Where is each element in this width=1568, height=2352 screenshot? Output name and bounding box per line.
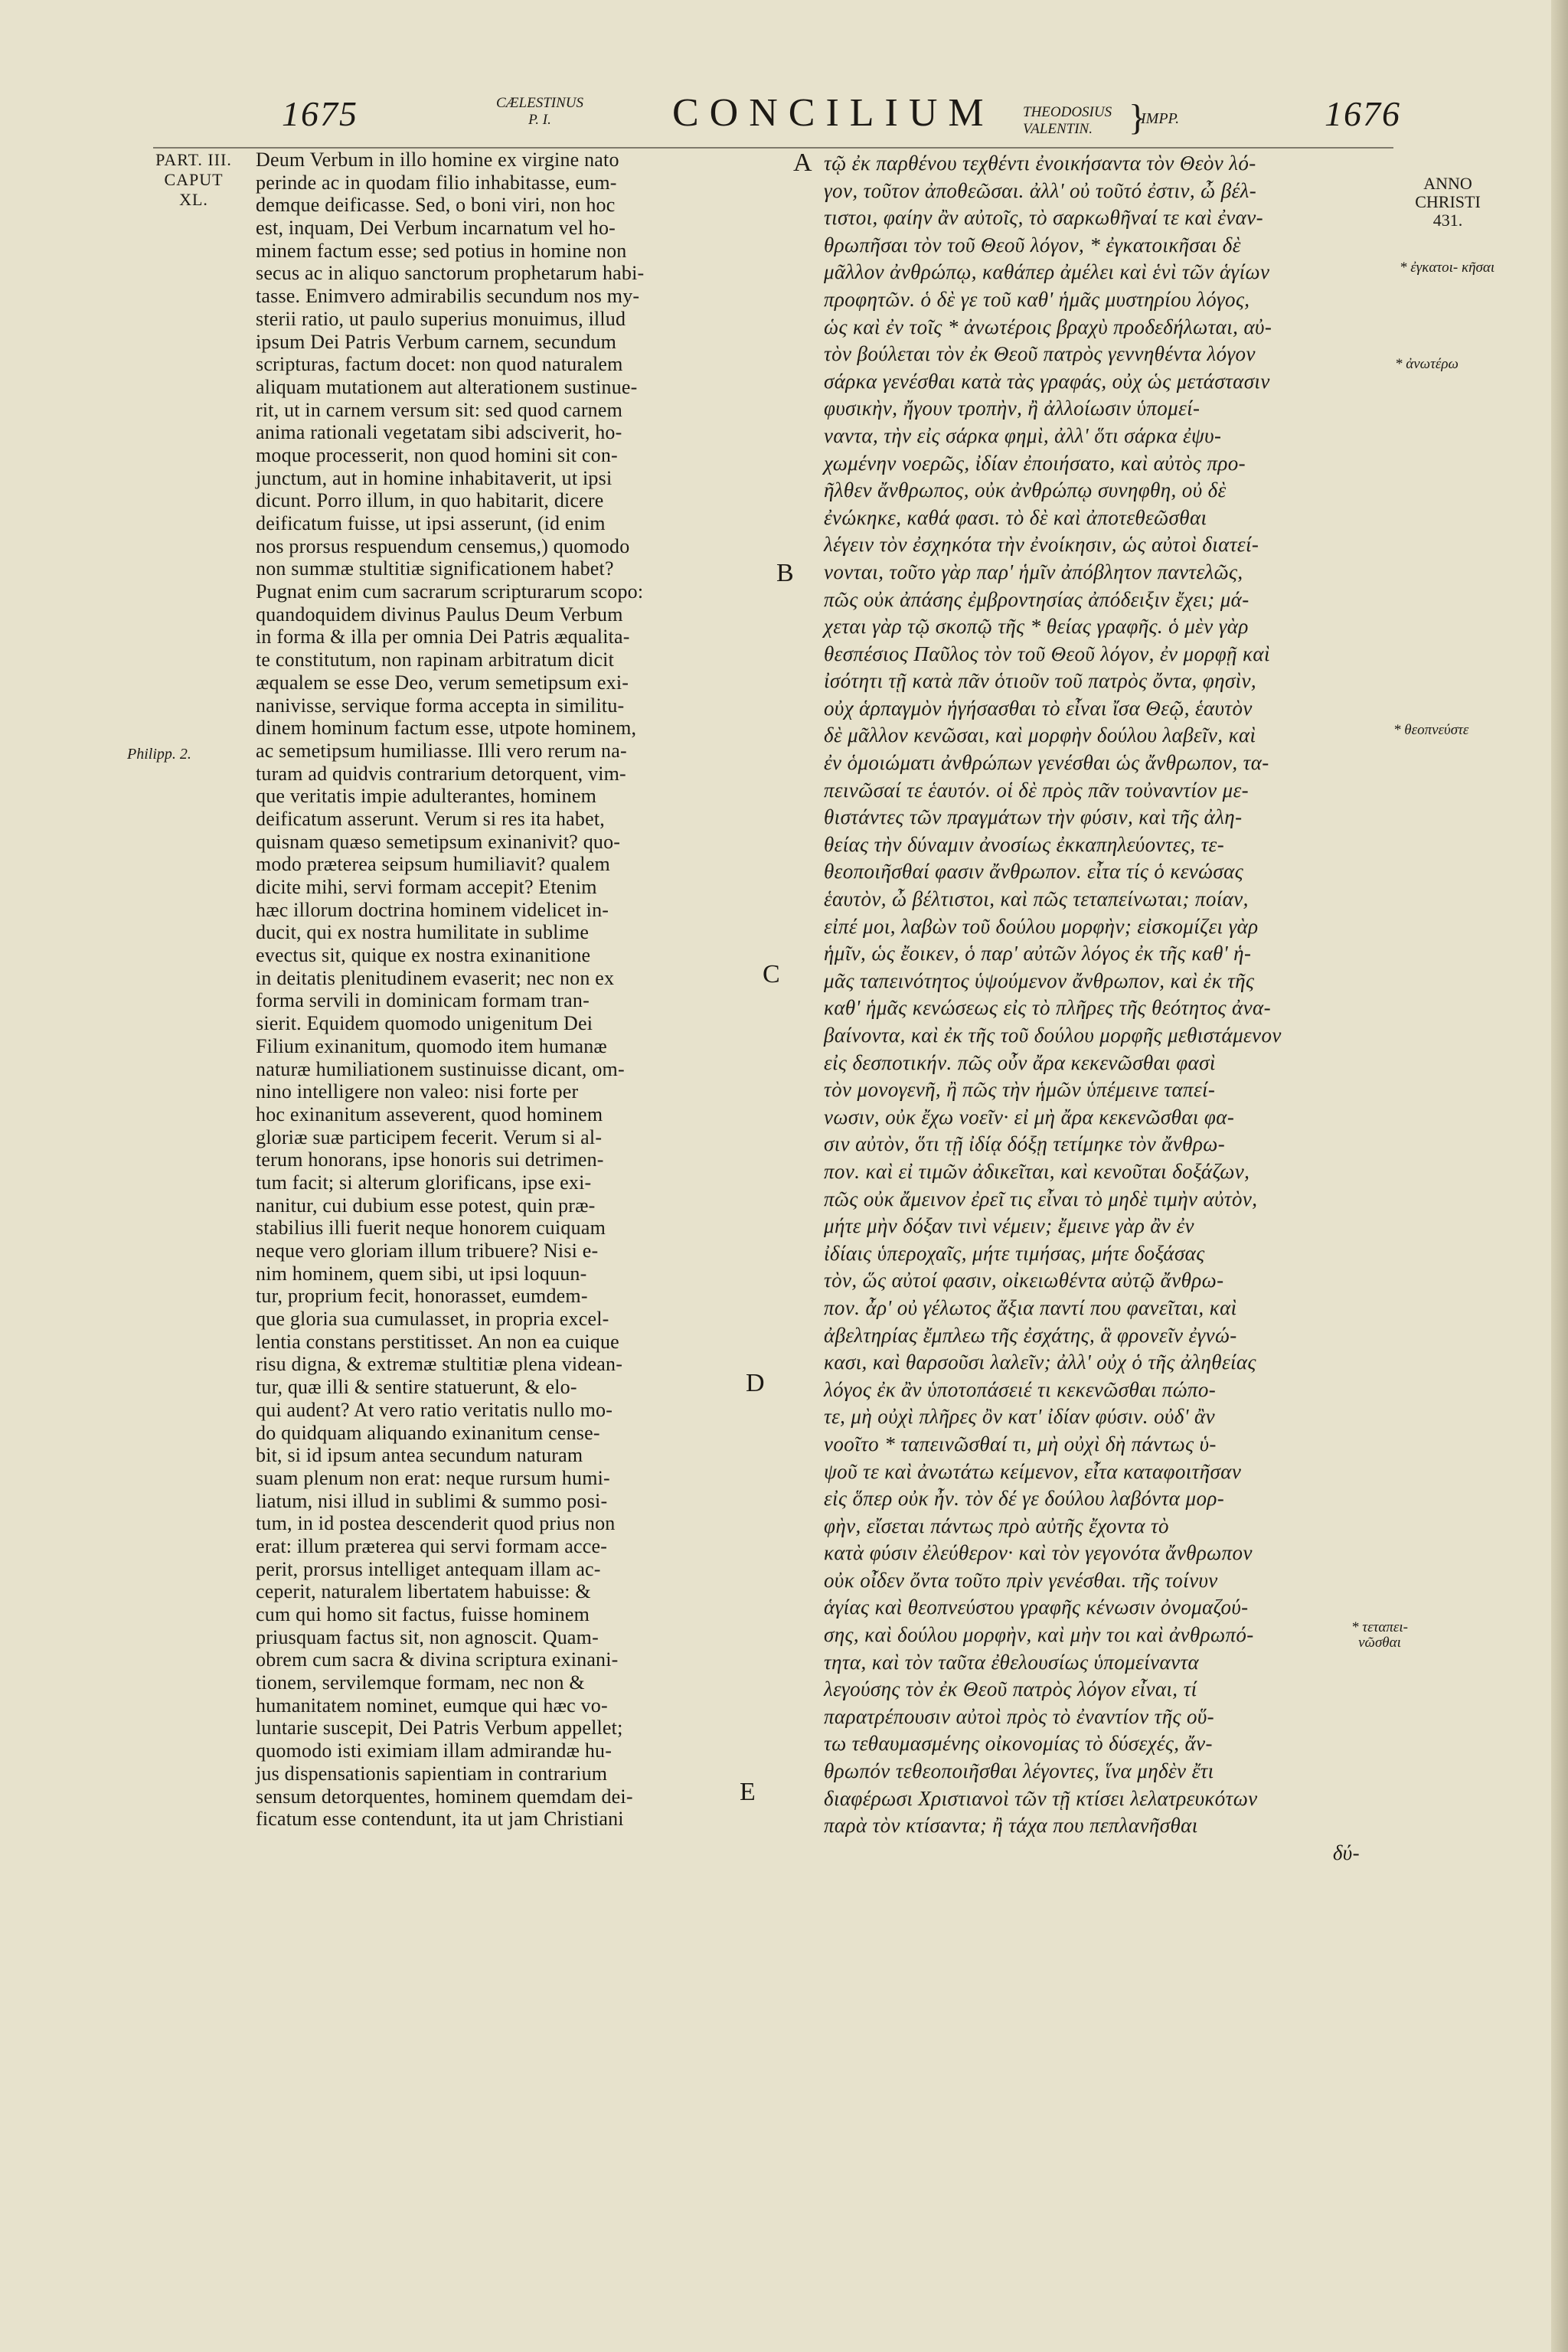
- margin-note-variant-2: * ἀνωτέρω: [1395, 356, 1459, 372]
- running-head-pope-name: CÆLESTINUS: [495, 95, 584, 111]
- latin-line: ipsum Dei Patris Verbum carnem, secundum: [256, 330, 617, 353]
- latin-line: ducit, qui ex nostra humilitate in sublime: [256, 921, 590, 944]
- greek-line: ἐνώκηκε, καθά φασι. τὸ δὲ καὶ ἀποτεθεῶσθαι: [824, 505, 1207, 529]
- latin-line: te constitutum, non rapinam arbitratum dicit: [256, 648, 615, 671]
- greek-line: τιστοι, φαίην ἂν αὐτοῖς, τὸ σαρκωθῆναί τε καὶ ἐναν-: [824, 206, 1264, 230]
- greek-line: τὸν, ὥς αὐτοί φασιν, οἰκειωθέντα αὐτῷ ἄνθρω-: [824, 1269, 1224, 1292]
- greek-line: ἡμῖν, ὡς ἔοικεν, ὁ παρ' αὐτῶν λόγος ἐκ τῆς καθ' ἡ-: [824, 942, 1252, 965]
- latin-line: priusquam factus sit, non agnoscit. Quam-: [256, 1625, 599, 1648]
- greek-line: καθ' ἡμᾶς κενώσεως εἰς τὸ πλῆρες τῆς θεότητος ἀνα-: [824, 996, 1271, 1020]
- latin-line: Deum Verbum in illo homine ex virgine nato: [256, 149, 619, 171]
- latin-line: tum, in id postea descenderit quod prius non: [256, 1512, 616, 1535]
- margin-christi: CHRISTI: [1415, 192, 1481, 211]
- latin-line: dicite mihi, servi formam accepit? Etenim: [256, 876, 597, 898]
- greek-line: οὐχ ἁρπαγμὸν ἡγήσασθαι τὸ εἶναι ἴσα Θεῷ, ἑαυτὸν: [824, 696, 1253, 720]
- greek-line: τητα, καὶ τὸν ταῦτα ἐθελουσίως ὑπομείναντα: [824, 1650, 1200, 1674]
- greek-line: βαίνοντα, καὶ ἐκ τῆς τοῦ δούλου μορφῆς μεθιστάμενον: [824, 1024, 1282, 1047]
- greek-line: κατὰ φύσιν ἐλεύθερον· καὶ τὸν γεγονότα ἄνθρωπον: [824, 1541, 1253, 1565]
- latin-line: qui audent? At vero ratio veritatis nullo mo-: [256, 1398, 613, 1421]
- greek-line: παρὰ τὸν κτίσαντα; ἢ τάχα που πεπλανῆσθαι: [824, 1814, 1198, 1838]
- latin-line: luntarie suscepit, Dei Patris Verbum appellet;: [256, 1717, 623, 1740]
- latin-line: aliquam mutationem aut alterationem sustinue-: [256, 375, 638, 398]
- latin-line: nos prorsus respuendum censemus,) quomodo: [256, 534, 630, 557]
- section-letter-b: B: [776, 559, 794, 587]
- margin-anno: ANNO: [1423, 174, 1472, 193]
- greek-line: πῶς οὐκ ἀπάσης ἐμβροντησίας ἀπόδειξιν ἔχει; μά-: [824, 587, 1250, 611]
- latin-line: gloriæ suæ participem fecerit. Verum si al-: [256, 1125, 603, 1148]
- greek-line: ἰσότητι τῇ κατὰ πᾶν ὁτιοῦν τοῦ πατρὸς ὄντα, φησὶν,: [824, 669, 1257, 693]
- latin-line: perinde ac in quodam filio inhabitasse, eum-: [256, 171, 617, 194]
- latin-line: stabilius illi fuerit neque honorem cuiquam: [256, 1217, 606, 1240]
- greek-line: σης, καὶ δούλου μορφὴν, καὶ μὴν τοι καὶ ἀνθρωπό-: [824, 1623, 1254, 1647]
- section-letter-a: A: [793, 149, 812, 177]
- greek-line: χωμένην νοερῶς, ἰδίαν ἐποιήσατο, καὶ αὐτὸς προ-: [824, 451, 1246, 475]
- latin-line: suam plenum non erat: neque rursum humi-: [256, 1466, 610, 1489]
- latin-line: humanitatem nominet, eumque qui hæc vo-: [256, 1694, 608, 1717]
- greek-line: πον. καὶ εἰ τιμῶν ἀδικεῖται, καὶ κενοῦται δοξάζων,: [824, 1159, 1250, 1183]
- greek-line: ῆλθεν ἄνθρωπος, οὐκ ἀνθρώπῳ συνηφθη, οὐ δὲ: [824, 479, 1227, 502]
- latin-line: terum honorans, ipse honoris sui detrimen-: [256, 1148, 604, 1171]
- latin-line: que veritatis impie adulterantes, hominem: [256, 785, 597, 808]
- latin-line: ac semetipsum humiliasse. Illi vero rerum na-: [256, 739, 627, 762]
- latin-line: minem factum esse; sed potius in homine non: [256, 239, 627, 262]
- latin-line: deificatum fuisse, ut ipsi asserunt, (id enim: [256, 512, 606, 534]
- latin-line: obrem cum sacra & divina scriptura exinani-: [256, 1648, 619, 1671]
- greek-line: νονται, τοῦτο γὰρ παρ' ἡμῖν ἀπόβλητον παντελῶς,: [824, 560, 1243, 583]
- page-number-right: 1676: [1325, 94, 1401, 133]
- latin-line: quomodo isti eximiam illam admirandæ hu-: [256, 1740, 612, 1762]
- greek-line: παρατρέπουσιν αὐτοὶ πρὸς τὸ ἐναντίον τῆς οὕ-: [824, 1704, 1215, 1728]
- greek-line: ἑαυτὸν, ὦ βέλτιστοι, καὶ πῶς τεταπείνωται; ποίαν,: [824, 887, 1249, 911]
- latin-line: jus dispensationis sapientiam in contrarium: [256, 1762, 608, 1785]
- section-letter-d: D: [746, 1369, 765, 1397]
- greek-line: δύ-: [1332, 1841, 1360, 1864]
- margin-year: 431.: [1432, 211, 1463, 230]
- latin-line: hæc illorum doctrina hominem videlicet in-: [256, 898, 609, 921]
- greek-line: τὸν βούλεται τὸν ἐκ Θεοῦ πατρὸς γεννηθέντα λόγον: [824, 342, 1256, 366]
- page-number-left: 1675: [282, 94, 358, 133]
- margin-caput-number: XL.: [179, 190, 208, 209]
- latin-line: demque deificasse. Sed, o boni viri, non hoc: [256, 194, 616, 217]
- latin-line: nanitur, cui dubium esse potest, quin præ-: [256, 1194, 596, 1217]
- greek-line: θιστάντες τῶν πραγμάτων τὴν φύσιν, καὶ τῆς ἀλη-: [824, 805, 1243, 829]
- greek-line: τε, μὴ οὐχὶ πλῆρες ὂν κατ' ἰδίαν φύσιν. οὐδ' ἂν: [824, 1405, 1216, 1429]
- latin-line: tum facit; si alterum glorificans, ipse exi-: [256, 1171, 592, 1194]
- latin-line: rit, ut in carnem versum sit: sed quod carnem: [256, 398, 623, 421]
- greek-line: θρωπόν τεθεοποιῆσθαι λέγοντες, ἵνα μηδὲν ἔτι: [824, 1759, 1214, 1783]
- running-head-pope-number: P. I.: [528, 112, 551, 128]
- latin-line: modo præterea seipsum humiliavit? qualem: [256, 853, 610, 876]
- greek-line: θρωπῆσαι τὸν τοῦ Θεοῦ λόγον, * ἐγκατοικῆσαι δὲ: [824, 233, 1241, 256]
- running-head-pope: [490, 95, 590, 129]
- latin-line: moque processerit, non quod homini sit con-: [256, 443, 618, 466]
- greek-line: σάρκα γενέσθαι κατὰ τὰς γραφάς, οὐχ ὡς μετάστασιν: [824, 369, 1270, 393]
- running-head-emperor-2: VALENTIN.: [1023, 121, 1093, 137]
- latin-line: in forma & illa per omnia Dei Patris æqualita-: [256, 626, 630, 648]
- greek-line: θεσπέσιος Παῦλος τὸν τοῦ Θεοῦ λόγον, ἐν μορφῇ καὶ: [824, 642, 1270, 665]
- greek-line: ἀβελτηρίας ἔμπλεω τῆς ἐσχάτης, ἃ φρονεῖν ἐγνώ-: [824, 1323, 1237, 1347]
- page-edge: [1551, 0, 1568, 2352]
- greek-line: γον, τοῦτον ἀποθεῶσαι. ἀλλ' οὐ τοῦτό ἐστιν, ὦ βέλ-: [824, 178, 1257, 202]
- margin-note-variant-4: * τεταπει- νῶσθαι: [1351, 1619, 1408, 1651]
- margin-note-variant-3: * θεοπνεύστε: [1393, 722, 1469, 738]
- latin-line: ceperit, naturalem libertatem habuisse: &: [256, 1580, 591, 1603]
- latin-line: nino intelligere non valeo: nisi forte per: [256, 1080, 579, 1103]
- greek-line: εἰς ὅπερ οὐκ ἦν. τὸν δέ γε δούλου λαβόντα μορ-: [824, 1487, 1225, 1511]
- latin-line: naturæ humiliationem sustinuisse dicant, om-: [256, 1057, 625, 1080]
- brace-icon: }: [1129, 97, 1147, 138]
- margin-right-date: [1406, 175, 1490, 230]
- latin-line: liatum, nisi illud in sublimi & summo posi-: [256, 1489, 608, 1512]
- latin-line: forma servili in dominicam formam tran-: [256, 989, 590, 1012]
- latin-line: do quidquam aliquando exinanitum cense-: [256, 1421, 600, 1444]
- greek-line: πον. ἆρ' οὐ γέλωτος ἄξια παντί που φανεῖται, καὶ: [824, 1295, 1237, 1319]
- latin-line: non summæ stultitiæ significationem habet?: [256, 557, 614, 580]
- latin-line: nim hominem, quem sibi, ut ipsi loquun-: [256, 1262, 587, 1285]
- greek-line: λεγούσης τὸν ἐκ Θεοῦ πατρὸς λόγον εἶναι, τί: [824, 1677, 1197, 1701]
- running-head-emperor-1: THEODOSIUS: [1023, 104, 1112, 120]
- greek-line: νοοῖτο * ταπεινῶσθαί τι, μὴ οὐχὶ δὴ πάντως ὑ-: [824, 1432, 1217, 1455]
- latin-line: anima rationali vegetatam sibi adsciverit, ho-: [256, 421, 622, 444]
- latin-line: sensum detorquentes, hominem quemdam dei-: [256, 1785, 633, 1808]
- greek-line: οὐκ οἶδεν ὄντα τοῦτο πρὶν γενέσθαι. τῆς τοίνυν: [824, 1568, 1218, 1592]
- latin-line: tur, quæ illi & sentire statuerunt, & elo-: [256, 1376, 577, 1399]
- latin-line: in deitatis plenitudinem evaserit; nec non ex: [256, 966, 615, 989]
- greek-line: λόγος ἐκ ἂν ὑποτοπάσειέ τι κεκενῶσθαι πώπο-: [824, 1377, 1217, 1401]
- latin-line: ficatum esse contendunt, ita ut jam Christiani: [256, 1808, 624, 1831]
- latin-line: que gloria sua cumulasset, in propria excel-: [256, 1308, 609, 1331]
- latin-line: turam ad quidvis contrarium detorquent, vim-: [256, 762, 626, 785]
- greek-line: φὴν, εἴσεται πάντως πρὸ αὐτῆς ἔχοντα τὸ: [824, 1514, 1169, 1537]
- latin-line: tionem, servilemque formam, nec non &: [256, 1671, 585, 1694]
- running-head-impp: IMPP.: [1141, 110, 1180, 127]
- latin-column: [256, 149, 746, 1831]
- greek-line: νωσιν, οὐκ ἔχω νοεῖν· εἰ μὴ ἄρα κεκενῶσθαι φα-: [824, 1105, 1235, 1129]
- greek-line: ὡς καὶ ἐν τοῖς * ἀνωτέροις βραχὺ προδεδήλωται, αὐ-: [824, 315, 1272, 338]
- latin-line: nanivisse, servique forma accepta in similitu-: [256, 694, 625, 717]
- greek-line: χεται γὰρ τῷ σκοπῷ τῆς * θείας γραφῆς. ὁ μὲν γὰρ: [824, 615, 1249, 639]
- greek-line: προφητῶν. ὁ δὲ γε τοῦ καθ' ἡμᾶς μυστηρίου λόγος,: [824, 287, 1250, 311]
- margin-caput: CAPUT: [164, 170, 224, 189]
- running-head-title: CONCILIUM: [672, 91, 995, 135]
- latin-line: tur, proprium fecit, honorasset, eumdem-: [256, 1285, 588, 1308]
- greek-line: πῶς οὐκ ἄμεινον ἐρεῖ τις εἶναι τὸ μηδὲ τιμὴν αὐτὸν,: [824, 1187, 1258, 1210]
- latin-line: sierit. Equidem quomodo unigenitum Dei: [256, 1012, 593, 1035]
- latin-line: deificatum asserunt. Verum si res ita habet,: [256, 807, 605, 830]
- greek-line: ἐν ὁμοιώματι ἀνθρώπων γενέσθαι ὡς ἄνθρωπον, τα-: [824, 751, 1269, 775]
- latin-line: Pugnat enim cum sacrarum scripturarum scopo:: [256, 580, 644, 603]
- latin-line: junctum, aut in homine inhabitaverit, ut ipsi: [256, 466, 612, 489]
- greek-line: ἁγίας καὶ θεοπνεύστου γραφῆς κένωσιν ὀνομαζού-: [824, 1596, 1249, 1619]
- greek-line: ψοῦ τε καὶ ἀνωτάτω κείμενον, εἶτα καταφοιτῆσαν: [824, 1459, 1242, 1483]
- running-head-emperors: [1023, 104, 1130, 138]
- latin-line: neque vero gloriam illum tribuere? Nisi e-: [256, 1240, 599, 1262]
- greek-line: θείας τὴν δύναμιν ἀνοσίως ἐκκαπηλεύοντες, τε-: [824, 832, 1225, 856]
- page-header: [0, 86, 1568, 155]
- greek-line: εἰπέ μοι, λαβὼν τοῦ δούλου μορφὴν; εἰσκομίζει γὰρ: [824, 914, 1259, 938]
- greek-line: δὲ μᾶλλον κενῶσαι, καὶ μορφὴν δούλου λαβεῖν, καὶ: [824, 724, 1256, 747]
- greek-line: ναντα, τὴν εἰς σάρκα φημὶ, ἀλλ' ὅτι σάρκα ἐψυ-: [824, 423, 1222, 447]
- greek-line: τω τεθαυμασμένης οἰκονομίας τὸ δύσεχές, ἄν-: [824, 1732, 1213, 1756]
- greek-line: διαφέρωσι Χριστιανοὶ τῶν τῇ κτίσει λελατρευκότων: [824, 1786, 1258, 1810]
- greek-line: ἰδίαις ὑπεροχαῖς, μήτε τιμήσας, μήτε δοξάσας: [824, 1241, 1205, 1265]
- latin-line: lentia constans perstitisset. An non ea cuique: [256, 1330, 619, 1353]
- latin-line: secus ac in aliquo sanctorum prophetarum habi-: [256, 262, 645, 285]
- greek-line: θεοποιῆσθαί φασιν ἄνθρωπον. εἶτα τίς ὁ κενώσας: [824, 860, 1244, 884]
- latin-line: dicunt. Porro illum, in quo habitarit, dicere: [256, 489, 604, 512]
- latin-line: risu digna, & extremæ stultitiæ plena videan-: [256, 1353, 623, 1376]
- latin-line: quandoquidem divinus Paulus Deum Verbum: [256, 603, 623, 626]
- latin-line: dinem hominum factum esse, utpote hominem,: [256, 717, 637, 740]
- greek-line: μᾶλλον ἀνθρώπῳ, καθάπερ ἀμέλει καὶ ἑνὶ τῶν ἁγίων: [824, 260, 1270, 284]
- latin-line: bit, si id ipsum antea secundum naturam: [256, 1444, 583, 1467]
- greek-line: πεινῶσαί τε ἑαυτόν. οἱ δὲ πρὸς πᾶν τοὐναντίον με-: [824, 778, 1250, 802]
- latin-line: quisnam quæso semetipsum exinanivit? quo-: [256, 830, 621, 853]
- latin-line: sterii ratio, ut paulo superius monuimus, illud: [256, 307, 626, 330]
- greek-line: μᾶς ταπεινότητος ὑψούμενον ἄνθρωπον, καὶ ἐκ τῆς: [824, 969, 1255, 992]
- margin-left-notes: [152, 150, 236, 210]
- greek-column: [824, 150, 1390, 1867]
- margin-part: PART. III.: [155, 150, 232, 169]
- latin-line: hoc exinanitum asseverent, quod hominem: [256, 1102, 603, 1125]
- greek-line: τῷ ἐκ παρθένου τεχθέντι ἐνοικήσαντα τὸν Θεὸν λό-: [824, 152, 1256, 175]
- greek-line: τὸν μονογενῆ, ἢ πῶς τὴν ἡμῶν ὑπέμεινε ταπεί-: [824, 1078, 1216, 1102]
- latin-line: cum qui homo sit factus, fuisse hominem: [256, 1603, 590, 1625]
- greek-line: σιν αὐτὸν, ὅτι τῇ ἰδίᾳ δόξῃ τετίμηκε τὸν ἄνθρω-: [824, 1132, 1226, 1156]
- latin-line: evectus sit, quique ex nostra exinanitione: [256, 944, 591, 967]
- greek-line: φυσικὴν, ἤγουν τροπὴν, ἢ ἀλλοίωσιν ὑπομεί-: [824, 397, 1200, 420]
- latin-line: perit, prorsus intelliget antequam illam ac-: [256, 1557, 601, 1580]
- latin-line: erat: illum præterea qui servi formam acce-: [256, 1534, 608, 1557]
- margin-scripture-reference: Philipp. 2.: [127, 746, 191, 763]
- greek-line: λέγειν τὸν ἐσχηκότα τὴν ἐνοίκησιν, ὡς αὐτοὶ διατεί-: [824, 533, 1259, 557]
- latin-line: est, inquam, Dei Verbum incarnatum vel ho-: [256, 217, 616, 240]
- section-letter-e: E: [740, 1778, 756, 1806]
- latin-line: Filium exinanitum, quomodo item humanæ: [256, 1034, 607, 1057]
- margin-note-variant-1: * ἐγκατοι- κῆσαι: [1400, 260, 1495, 276]
- latin-line: æqualem se esse Deo, verum semetipsum exi-: [256, 671, 629, 694]
- latin-line: tasse. Enimvero admirabilis secundum nos my-: [256, 285, 640, 308]
- latin-line: scripturas, factum docet: non quod naturalem: [256, 353, 623, 376]
- greek-line: κασι, καὶ θαρσοῦσι λαλεῖν; ἀλλ' οὐχ ὁ τῆς ἀληθείας: [824, 1351, 1256, 1374]
- greek-line: μήτε μὴν δόξαν τινὶ νέμειν; ἔμεινε γὰρ ἂν ἐν: [824, 1214, 1194, 1238]
- greek-line: εἰς δεσποτικήν. πῶς οὖν ἄρα κεκενῶσθαι φασὶ: [824, 1050, 1216, 1074]
- section-letter-c: C: [763, 960, 780, 988]
